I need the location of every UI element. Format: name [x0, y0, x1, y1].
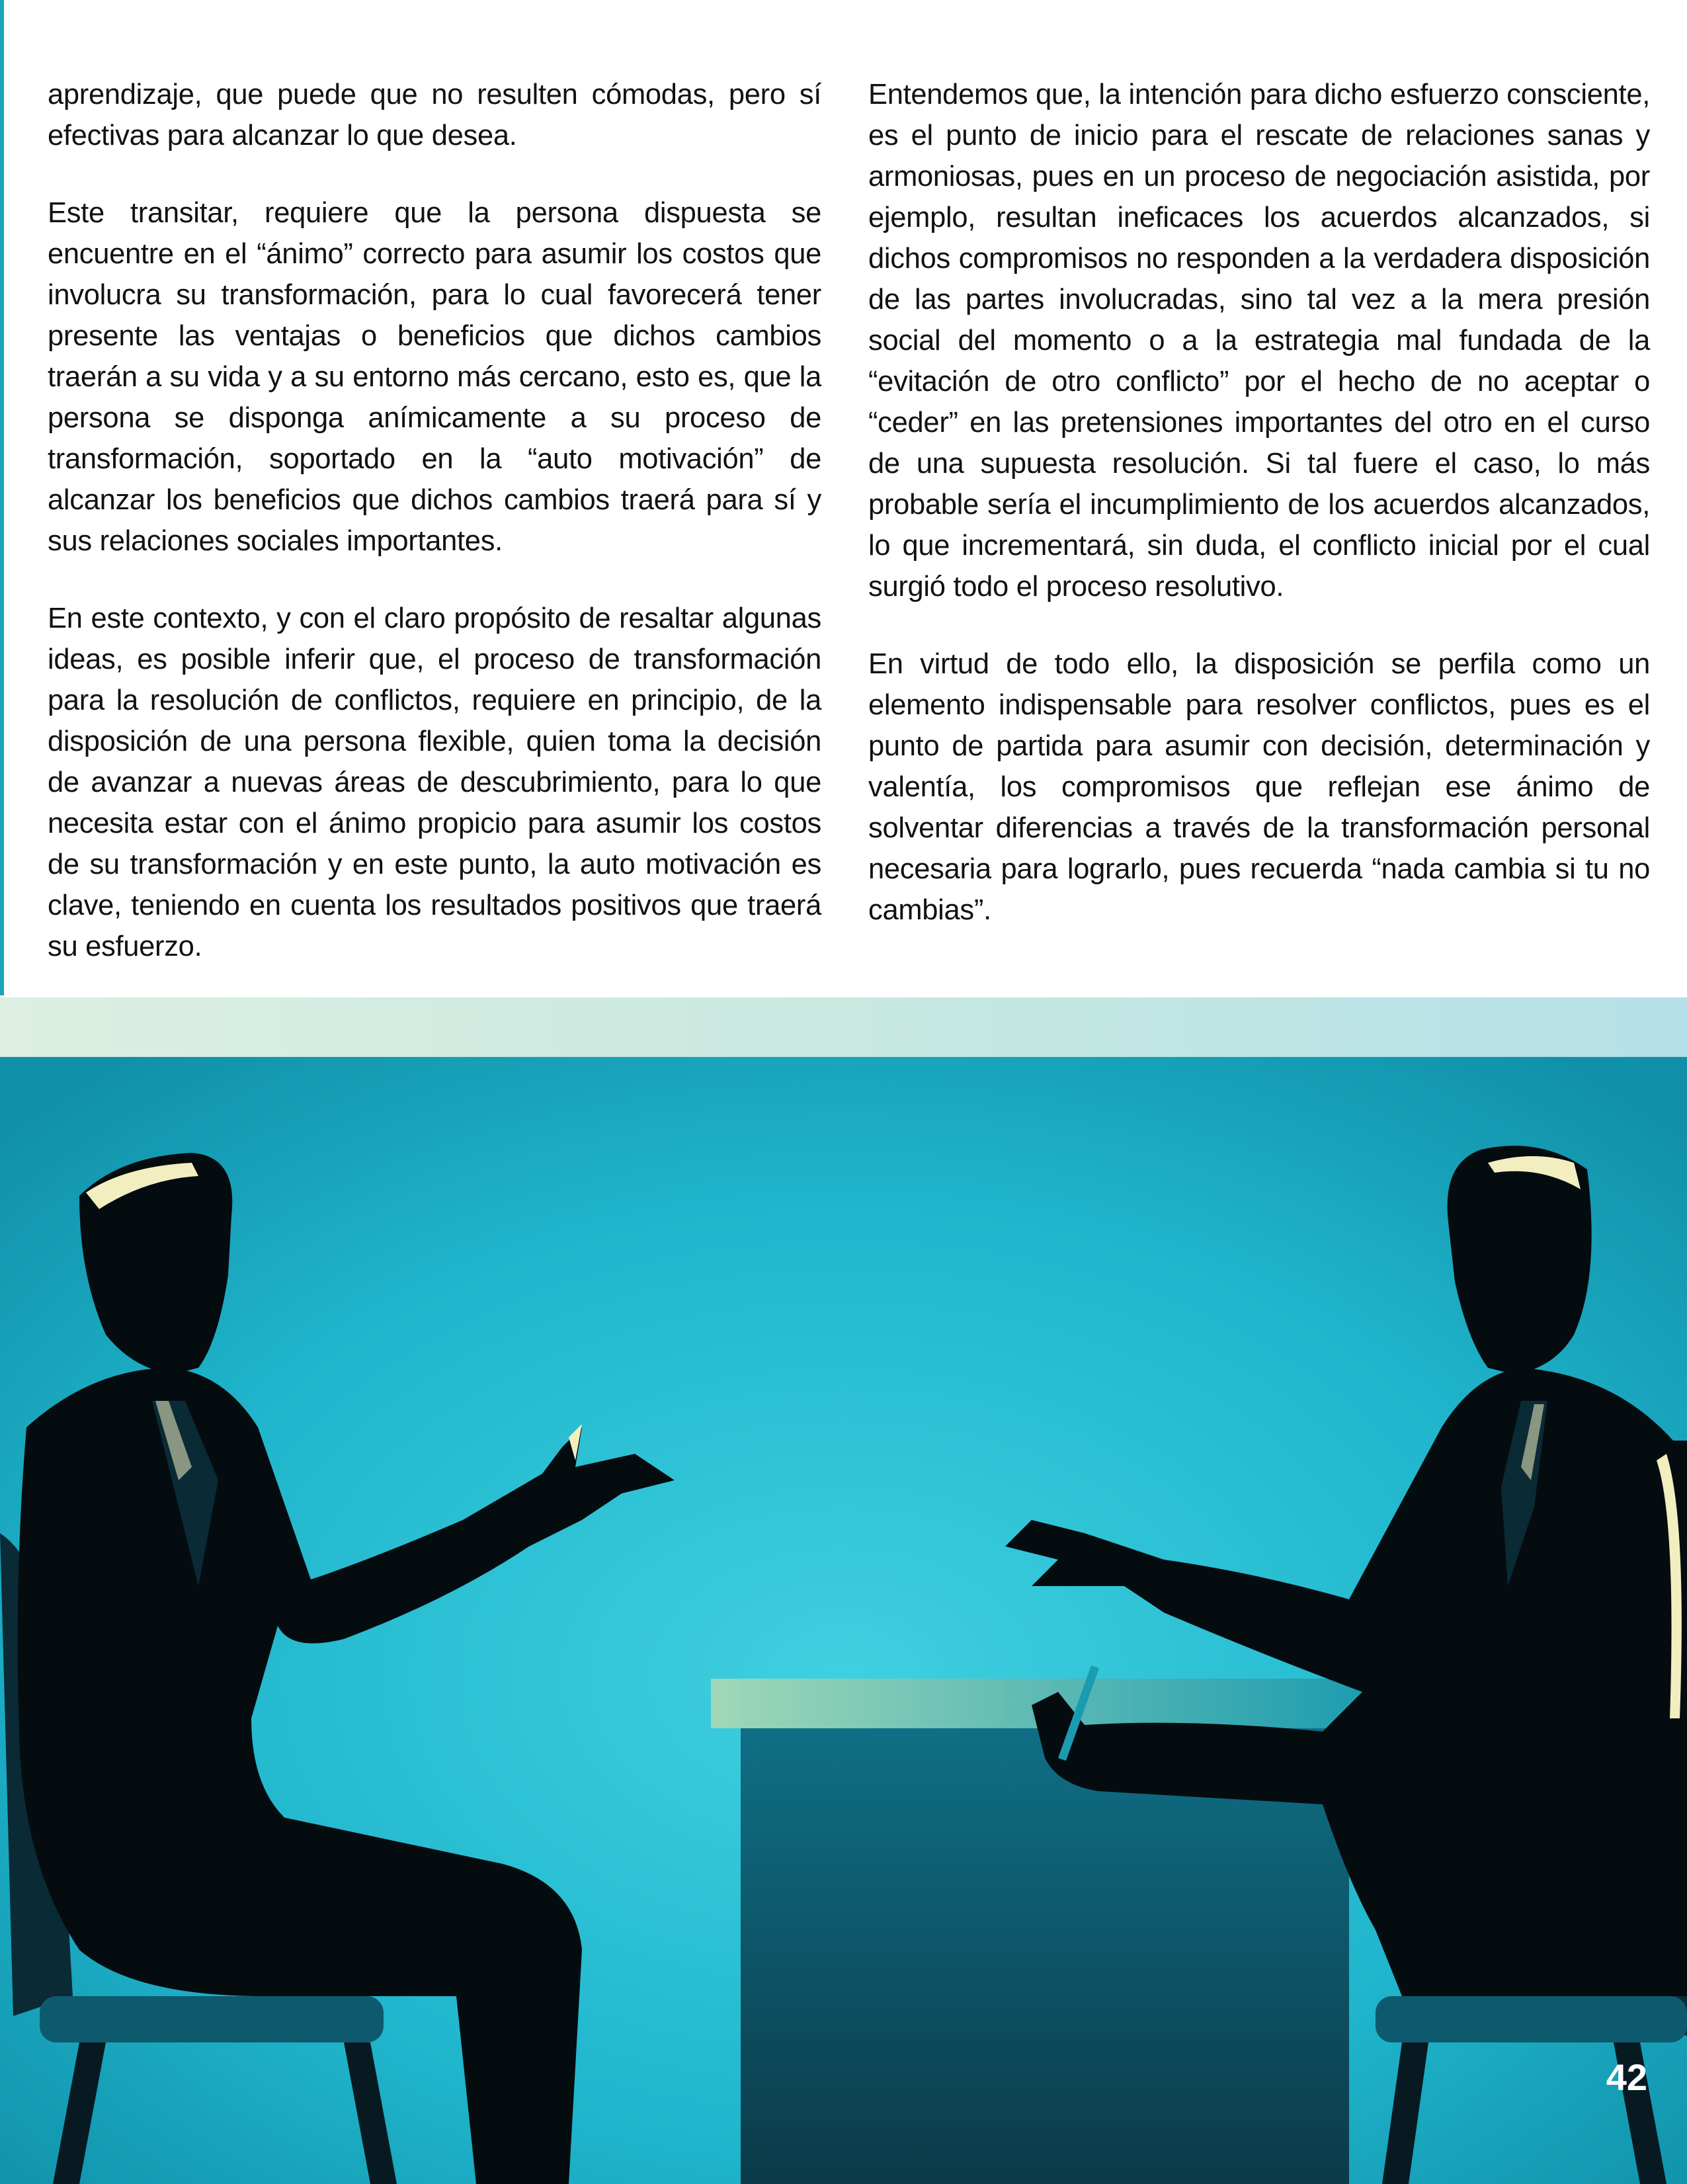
left-text-column: [48, 74, 821, 1003]
decorative-gradient-band: [0, 997, 1687, 1057]
paragraph: En este contexto, y con el claro propósito de resaltar algunas ideas, es posible inferir que, el proceso de transformación para la resolución de conflictos, requiere en principio, de la disposición de una persona flexible, quien toma la decisión de avanzar a nuevas áreas de descubrimiento, para lo que necesita estar con el ánimo propicio para asumir los costos de su transformación y en este punto, la auto motivación es clave, teniendo en cuenta los resultados positivos que traerá su esfuerzo.: [48, 603, 821, 962]
left-margin-rule: [0, 0, 4, 995]
paragraph: En virtud de todo ello, la disposición se perfila como un elemento indispensable para resolver conflictos, pues es el punto de partida para asumir con decisión, determinación y valentía, los compromisos que reflejan ese ánimo de solventar diferencias a través de la transformación personal necesaria para lograrlo, pues recuerda “nada cambia si tu no cambias”.: [868, 648, 1650, 926]
paragraph: Entendemos que, la intención para dicho esfuerzo consciente, es el punto de inicio para el rescate de relaciones sanas y armoniosas, pues en un proceso de negociación asistida, por ejemplo, resultan ineficaces los acuerdos alcanzados, si dichos compromisos no responden a la verdadera disposición de las partes involucradas, sino tal vez a la mera presión social del momento o a la estrategia mal fundada de la “evitación de otro conflicto” por el hecho de no aceptar o “ceder” en las pretensiones importantes del otro en el curso de una supuesta resolución. Si tal fuere el caso, lo más probable sería el incumplimiento de los acuerdos alcanzados, lo que incrementará, sin duda, el conflicto inicial por el cual surgió todo el proceso resolutivo.: [868, 79, 1650, 603]
paragraph: Este transitar, requiere que la persona dispuesta se encuentre en el “ánimo” correcto para asumir los costos que involucra su transformación, para lo cual favorecerá tener presente las ventajas o beneficios que dichos cambios traerán a su vida y a su entorno más cercano, esto es, que la persona se disponga anímicamente a su proceso de transformación, soportado en la “auto motivación” de alcanzar los beneficios que dichos cambios traerá para sí y sus relaciones sociales importantes.: [48, 197, 821, 557]
negotiation-illustration: [0, 1057, 1687, 2184]
right-text-column: [868, 74, 1650, 967]
page-number: 42: [1606, 2056, 1647, 2098]
paragraph: aprendizaje, que puede que no resulten cómodas, pero sí efectivas para alcanzar lo que desea.: [48, 79, 821, 151]
